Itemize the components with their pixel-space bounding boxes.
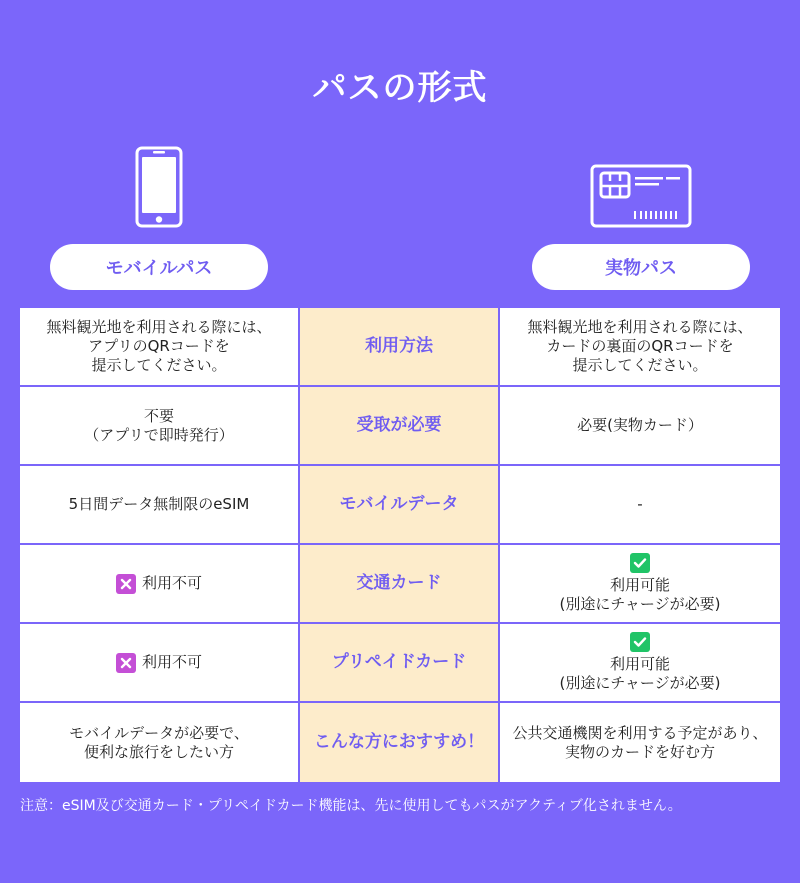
footnote: 注意：eSIM及び交通カード・プリペイドカード機能は、先に使用してもパスがアクティブ化されません。 xyxy=(20,798,682,814)
table-cell-physical xyxy=(500,387,780,466)
cell-text: アプリのQRコードを xyxy=(88,337,230,355)
cross-icon xyxy=(116,574,136,594)
table-cell-mobile xyxy=(20,545,300,624)
cell-text: モバイルデータが必要で、 xyxy=(69,723,249,742)
cross-icon xyxy=(116,653,136,673)
cell-text: 必要(実物カード） xyxy=(577,416,703,434)
table-cell-mobile xyxy=(20,466,300,545)
table-cell-mobile xyxy=(20,624,300,703)
table-row-label: 交通カード xyxy=(300,545,500,624)
cell-text: 実物のカードを好む方 xyxy=(564,742,715,761)
table-cell-physical xyxy=(500,624,780,703)
table-row-label: 受取が必要 xyxy=(300,387,500,466)
card-icon xyxy=(590,164,692,232)
cell-text: 提示してください。 xyxy=(572,356,708,374)
cell-text: 公共交通機関を利用する予定があり、 xyxy=(512,723,768,742)
cell-text: - xyxy=(637,495,643,513)
cell-text: 提示してください。 xyxy=(91,356,227,374)
check-icon xyxy=(630,632,650,652)
cell-text: 無料観光地を利用される際には、 xyxy=(46,318,272,336)
check-icon xyxy=(630,553,650,573)
smartphone-icon xyxy=(135,146,183,232)
cell-text: (別途にチャージが必要) xyxy=(559,674,721,692)
cell-text: 5日間データ無制限のeSIM xyxy=(68,495,250,513)
table-row-label: プリペイドカード xyxy=(300,624,500,703)
table-cell-physical xyxy=(500,308,780,387)
cell-text: カードの裏面のQRコードを xyxy=(546,337,734,355)
cell-text: 不要 xyxy=(143,406,174,425)
status-text: 利用可能 xyxy=(609,576,670,594)
cell-text: (別途にチャージが必要) xyxy=(559,595,721,613)
status-text: 利用不可 xyxy=(141,653,202,671)
table-cell-physical xyxy=(500,545,780,624)
cell-text: 便利な旅行をしたい方 xyxy=(83,742,234,761)
table-cell-physical xyxy=(500,703,780,782)
table-cell-mobile xyxy=(20,703,300,782)
status-unavailable xyxy=(116,574,202,594)
cell-text: （アプリで即時発行） xyxy=(84,425,234,444)
table-cell-physical xyxy=(500,466,780,545)
table-cell-mobile xyxy=(20,387,300,466)
table-row-label: 利用方法 xyxy=(300,308,500,387)
cell-text: 無料観光地を利用される際には、 xyxy=(527,318,753,336)
comparison-table xyxy=(20,308,780,782)
table-cell-mobile xyxy=(20,308,300,387)
status-text: 利用不可 xyxy=(141,574,202,592)
page-title: パスの形式 xyxy=(312,68,488,108)
mobile-pass-button[interactable]: モバイルパス xyxy=(50,244,268,290)
status-unavailable xyxy=(116,653,202,673)
status-text: 利用可能 xyxy=(609,655,670,673)
table-row-label: モバイルデータ xyxy=(300,466,500,545)
physical-pass-button[interactable]: 実物パス xyxy=(532,244,750,290)
table-row-label: こんな方におすすめ！ xyxy=(300,703,500,782)
